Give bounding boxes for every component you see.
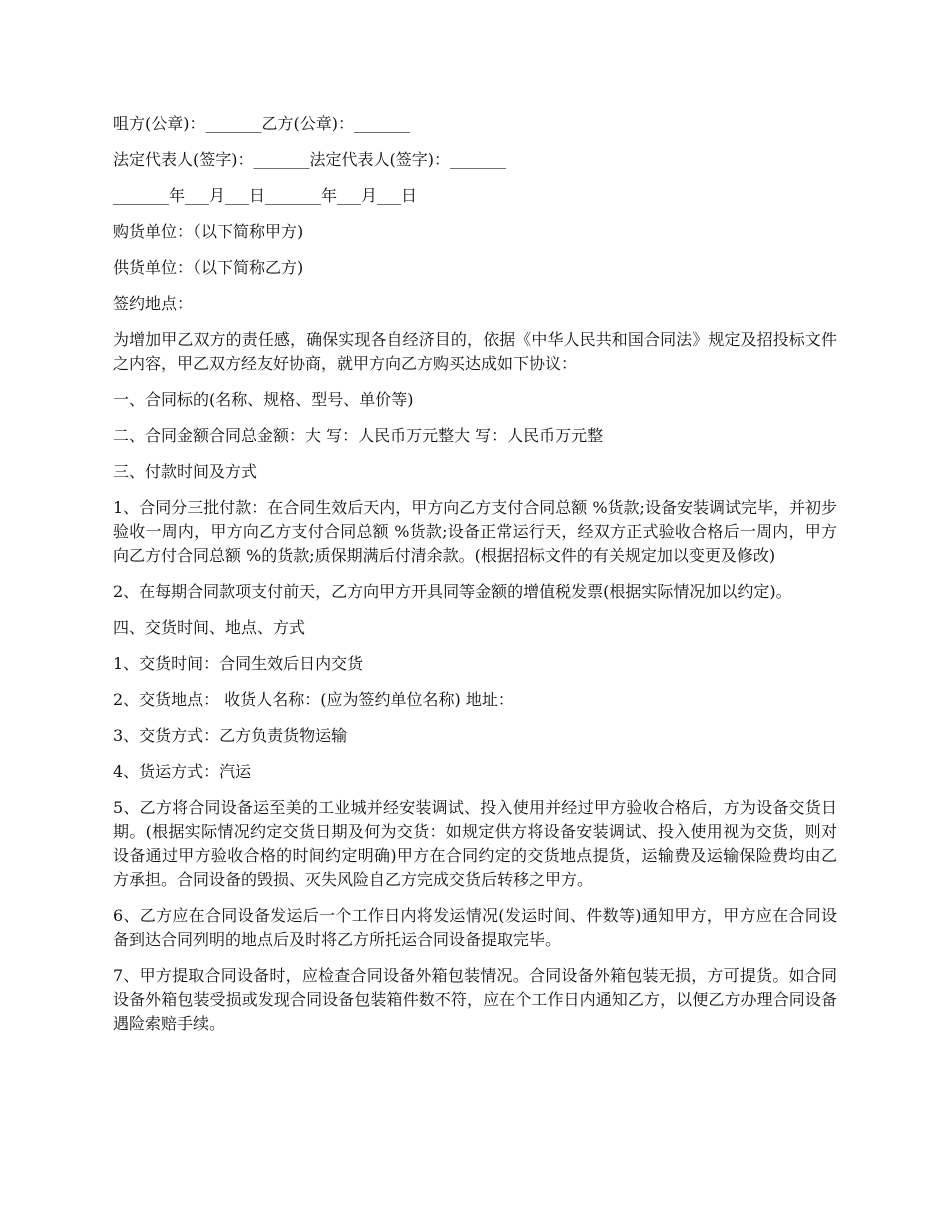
- signing-place: 签约地点：: [113, 294, 194, 313]
- delivery-clause-2: 2、交货地点： 收货人名称：(应为签约单位名称) 地址：: [113, 690, 514, 709]
- section-1-heading: 一、合同标的(名称、规格、型号、单价等): [113, 390, 414, 409]
- delivery-clause-6: 6、乙方应在合同设备发运后一个工作日内将发运情况(发运时间、件数等)通知甲方，甲方应在合同设备到达合同列明的地点后及时将乙方所托运合同设备提取完毕。: [113, 906, 837, 949]
- payment-clause-1: 1、合同分三批付款：在合同生效后天内，甲方向乙方支付合同总额 %货款;设备安装调试完毕，并初步验收一周内，甲方向乙方支付合同总额 %货款;设备正常运行天，经双方正式验收合格后一周内，甲方向乙方付合同总额 %的货款;质保期满后付清余款。(根据招标文件的有关规定加以变更及修改): [113, 498, 837, 565]
- signature-dates: _______年___月___日_______年___月___日: [113, 186, 418, 205]
- buyer-unit: 购货单位：（以下简称甲方): [113, 222, 304, 241]
- delivery-clause-1: 1、交货时间：合同生效后日内交货: [113, 654, 364, 673]
- signature-representatives: 法定代表人(签字)：_______法定代表人(签字)：_______: [113, 150, 506, 169]
- delivery-clause-3: 3、交货方式：乙方负责货物运输: [113, 726, 348, 745]
- signature-party-seals: 咀方(公章)：_______乙方(公章)：_______: [113, 114, 410, 133]
- contract-page: [113, 112, 837, 1048]
- section-3-heading: 三、付款时间及方式: [113, 462, 258, 481]
- delivery-clause-4: 4、货运方式：汽运: [113, 762, 252, 781]
- delivery-clause-5: 5、乙方将合同设备运至美的工业城并经安装调试、投入使用并经过甲方验收合格后，方为设备交货日期。(根据实际情况约定交货日期及何为交货：如规定供方将设备安装调试、投入使用视为交货，则对设备通过甲方验收合格的时间约定明确)甲方在合同约定的交货地点提货，运输费及运输保险费均由乙方承担。合同设备的毁损、灭失风险自乙方完成交货后转移之甲方。: [113, 798, 837, 889]
- section-2-heading: 二、合同金额合同总金额：大 写：人民币万元整大 写：人民币万元整: [113, 426, 604, 445]
- supplier-unit: 供货单位：（以下简称乙方): [113, 258, 304, 277]
- payment-clause-2: 2、在每期合同款项支付前天，乙方向甲方开具同等金额的增值税发票(根据实际情况加以约定)。: [113, 582, 792, 601]
- preamble-paragraph: 为增加甲乙双方的责任感，确保实现各自经济目的，依据《中华人民共和国合同法》规定及招投标文件之内容，甲乙双方经友好协商，就甲方向乙方购买达成如下协议：: [113, 330, 837, 373]
- section-4-heading: 四、交货时间、地点、方式: [113, 618, 306, 637]
- delivery-clause-7: 7、甲方提取合同设备时，应检查合同设备外箱包装情况。合同设备外箱包装无损，方可提货。如合同设备外箱包装受损或发现合同设备包装箱件数不符，应在个工作日内通知乙方，以便乙方办理合同设备遇险索赔手续。: [113, 966, 837, 1033]
